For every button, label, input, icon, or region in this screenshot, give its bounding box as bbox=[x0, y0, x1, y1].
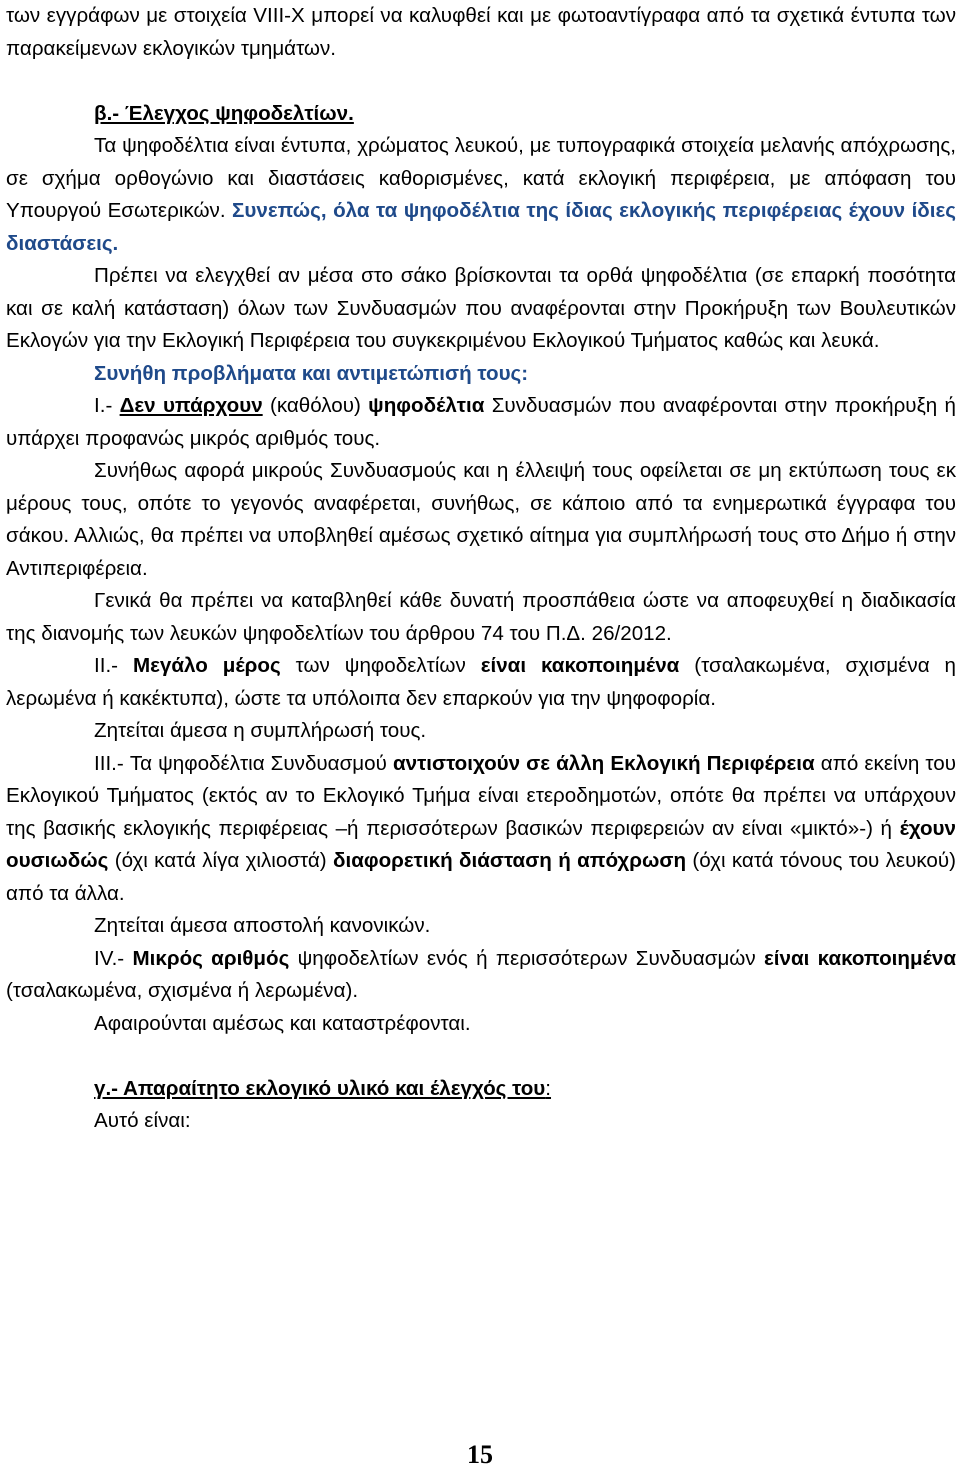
spacer bbox=[6, 65, 956, 98]
item-number: II.- bbox=[94, 654, 133, 677]
item-iv-paragraph-2: Αφαιρούνται αμέσως και καταστρέφονται. bbox=[94, 1011, 471, 1035]
emphasis-text: διαφορετική διάσταση ή απόχρωση bbox=[332, 849, 687, 872]
emphasis-text: αντιστοιχούν σε άλλη Εκλογική Περιφέρεια bbox=[392, 751, 815, 775]
section-c-heading bbox=[6, 1073, 956, 1106]
emphasis-text: είναι κακοποιημένα bbox=[480, 654, 680, 677]
section-heading: γ.- Απαραίτητο εκλογικό υλικό και έλεγχός του bbox=[94, 1076, 546, 1100]
item-number: III.- bbox=[94, 751, 130, 775]
text: των ψηφοδελτίων bbox=[280, 654, 481, 677]
text: Δήμο ή στην Αντιπεριφέρεια. bbox=[6, 524, 956, 580]
section-b-heading bbox=[6, 98, 956, 131]
heading-colon: : bbox=[545, 1076, 552, 1100]
item-ii bbox=[6, 650, 956, 715]
section-c-text: Αυτό είναι: bbox=[94, 1109, 191, 1132]
item-iii bbox=[6, 748, 956, 911]
text: Τα ψηφοδέλτια Συνδυασμού bbox=[129, 751, 393, 775]
text: ψηφοδελτίων ενός ή περισσότερων Συνδυασμών bbox=[289, 946, 764, 970]
text: Συνδυασμών που αναφέρονται στην προκήρυξη ή υπάρχει προφανώς μικρός αριθμός τους. bbox=[6, 394, 956, 450]
paragraph-intro: των εγγράφων με στοιχεία VIII-X μπορεί να καλυφθεί και με φωτοαντίγραφα από τα σχετικά έντυπα των παρακείμενων εκλογικών τμημάτων. bbox=[6, 4, 956, 60]
item-i-paragraph-2 bbox=[6, 455, 956, 585]
text: Συνήθως αφορά μικρούς Συνδυασμούς και η έλλειψή τους οφείλεται σε μη εκτύπωση τους εκ μέρους τους, οπότε το γεγονός αναφέρεται, συνήθως, σε κάποιο από τα ενημερωτικά έγγραφα του σάκου. Αλλιώς, θα πρέπει να υποβληθεί αμέσως σχετικό αίτημα για συμπλήρωσή τους στο bbox=[6, 459, 956, 547]
emphasis-text: έχουν ουσιωδώς bbox=[6, 816, 956, 872]
subheading: Συνήθη προβλήματα και αντιμετώπισή τους: bbox=[94, 361, 529, 385]
document-page bbox=[6, 0, 956, 1138]
item-number: IV.- bbox=[94, 946, 133, 970]
emphasis-text: Δεν υπάρχουν bbox=[119, 394, 263, 417]
emphasis-text: Συνεπώς, όλα τα ψηφοδέλτια της ίδιας εκλογικής περιφέρειας έχουν ίδιες διαστάσεις. bbox=[6, 199, 956, 255]
page-number: 15 bbox=[467, 1440, 493, 1469]
section-heading: β.- Έλεγχος ψηφοδελτίων. bbox=[94, 101, 354, 125]
text: (καθόλου) bbox=[262, 394, 369, 417]
text: από εκείνη του Εκλογικού Τμήματος (εκτός αν το Εκλογικό Τμήμα είναι ετεροδημοτών, οπότε θα πρέπει να υπάρχουν της βασικής εκλογικής περιφέρειας –ή περισσότερων βασικών περιφερειών αν είναι «μικτό»-) ή bbox=[6, 751, 956, 840]
item-iii-paragraph-2: Ζητείται άμεσα αποστολή κανονικών. bbox=[94, 914, 431, 937]
item-ii-paragraph-2: Ζητείται άμεσα η συμπλήρωσή τους. bbox=[94, 719, 427, 742]
item-i bbox=[6, 390, 956, 455]
text: (όχι κατά λίγα χιλιοστά) bbox=[108, 849, 333, 872]
problems-heading bbox=[6, 358, 956, 391]
text: (τσαλακωμένα, σχισμένα η λερωμένα ή κακέκτυπα), ώστε τα υπόλοιπα δεν επαρκούν για την ψηφοφορία. bbox=[6, 654, 956, 710]
emphasis-text: Μεγάλο μέρος bbox=[132, 654, 281, 677]
emphasis-text: Μικρός αριθμός bbox=[132, 946, 290, 970]
item-iv bbox=[6, 943, 956, 1008]
text: (τσαλακωμένα, σχισμένα ή λερωμένα). bbox=[6, 979, 359, 1002]
item-i-paragraph-3: Γενικά θα πρέπει να καταβληθεί κάθε δυνατή προσπάθεια ώστε να αποφευχθεί η διαδικασία της διανομής των λευκών ψηφοδελτίων του άρθρου 74 του Π.Δ. 26/2012. bbox=[6, 589, 956, 645]
paragraph-ballots-description bbox=[6, 130, 956, 260]
text: Τα ψηφοδέλτια είναι έντυπα, χρώματος λευκού, με τυπογραφικά στοιχεία μελανής απόχρωσης, σε σχήμα ορθογώνιο και διαστάσεις καθορισμένες, κατά εκλογική περιφέρεια, με απόφαση του Υπουργού Εσωτερικών. bbox=[6, 134, 956, 222]
emphasis-text: είναι κακοποιημένα bbox=[764, 946, 956, 970]
spacer bbox=[6, 1040, 956, 1073]
text: (όχι κατά τόνους του λευκού) από τα άλλα. bbox=[6, 849, 956, 905]
paragraph-check: Πρέπει να ελεγχθεί αν μέσα στο σάκο βρίσκονται τα ορθά ψηφοδέλτια (σε επαρκή ποσότητα και σε καλή κατάσταση) όλων των Συνδυασμών που αναφέρονται στην Προκήρυξη των Βουλευτικών Εκλογών για την Εκλογική Περιφέρεια του συγκεκριμένου Εκλογικού Τμήματος καθώς και λευκά. bbox=[6, 264, 956, 352]
item-number: I.- bbox=[94, 394, 120, 417]
emphasis-text: ψηφοδέλτια bbox=[368, 394, 485, 417]
